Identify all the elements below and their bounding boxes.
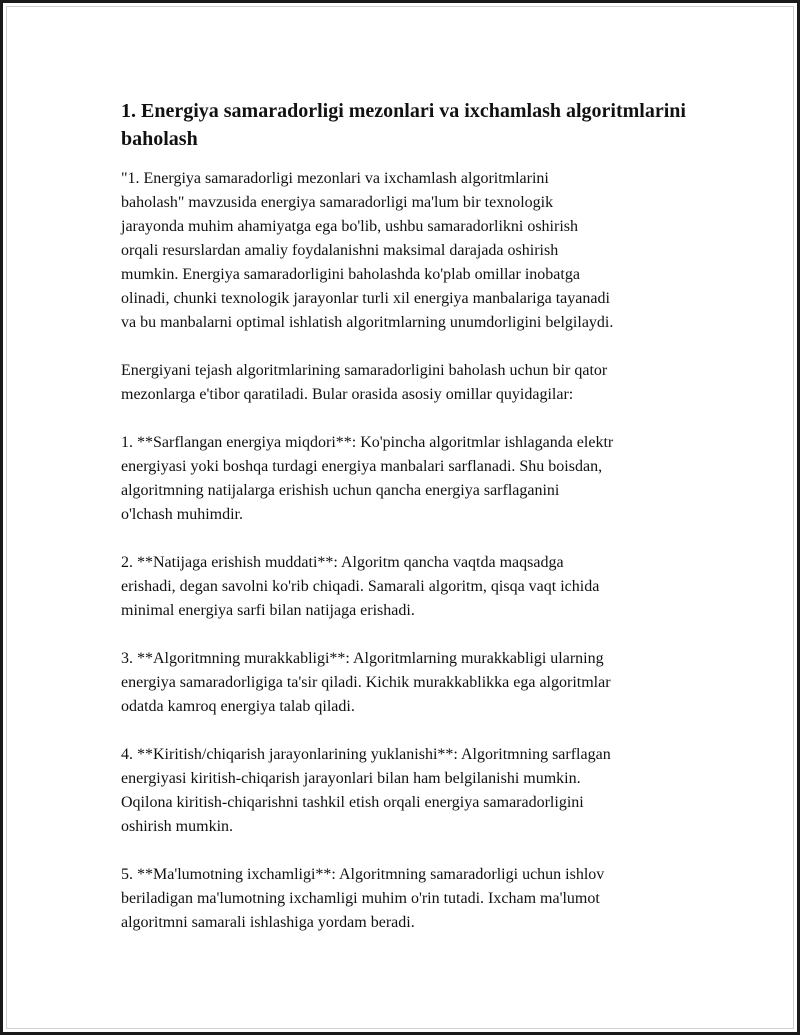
criterion-energy-amount: 1. **Sarflangan energiya miqdori**: Ko'pincha algoritmlar ishlaganda elektr energiyasi yoki boshqa turdagi energiya manbalari sarflanadi. Shu boisdan, algoritmning natijalarga erishish uchun qancha energiya sarflaganini o'lchash muhimdir. [121, 434, 614, 523]
criterion-complexity: 3. **Algoritmning murakkabligi**: Algoritmlarning murakkabligi ularning energiya samaradorligiga ta'sir qiladi. Kichik murakkablikka ega algoritmlar odatda kamroq energiya talab qiladi. [121, 650, 611, 715]
criteria-intro-paragraph: Energiyani tejash algoritmlarining samaradorligini baholash uchun bir qator mezonlarga e'tibor qaratiladi. Bular orasida asosiy omillar quyidagilar: [121, 362, 608, 403]
criterion-data-compactness: 5. **Ma'lumotning ixchamligi**: Algoritmning samaradorligi uchun ishlov beriladigan ma'lumotning ixchamligi muhim o'rin tutadi. Ixcham ma'lumot algoritmni samarali ishlashiga yordam beradi. [121, 866, 605, 931]
document-title: 1. Energiya samaradorligi mezonlari va ixchamlash algoritmlarini baholash [121, 100, 686, 150]
criterion-time-to-result: 2. **Natijaga erishish muddati**: Algoritm qancha vaqtda maqsadga erishadi, degan savolni ko'rib chiqadi. Samarali algoritm, qisqa vaqt ichida minimal energiya sarfi bilan natijaga erishadi. [121, 554, 600, 619]
document-body [121, 97, 701, 959]
criterion-io-load: 4. **Kiritish/chiqarish jarayonlarining yuklanishi**: Algoritmning sarflagan energiyasi kiritish-chiqarish jarayonlari bilan ham belgilanishi mumkin. Oqilona kiritish-chiqarishni tashkil etish orqali energiya samaradorligini oshirish mumkin. [121, 746, 611, 835]
intro-paragraph: "1. Energiya samaradorligi mezonlari va ixchamlash algoritmlarini baholash" mavzusida energiya samaradorligi ma'lum bir texnologik jarayonda muhim ahamiyatga ega bo'lib, ushbu samaradorlikni oshirish orqali resurslardan amaliy foydalanishni maksimal darajada oshirish mumkin. Energiya samaradorligini baholashda ko'plab omillar inobatga olinadi, chunki texnologik jarayonlar turli xil energiya manbalariga tayanadi va bu manbalarni optimal ishlatish algoritmlarning unumdorligini belgilaydi. [121, 170, 614, 331]
